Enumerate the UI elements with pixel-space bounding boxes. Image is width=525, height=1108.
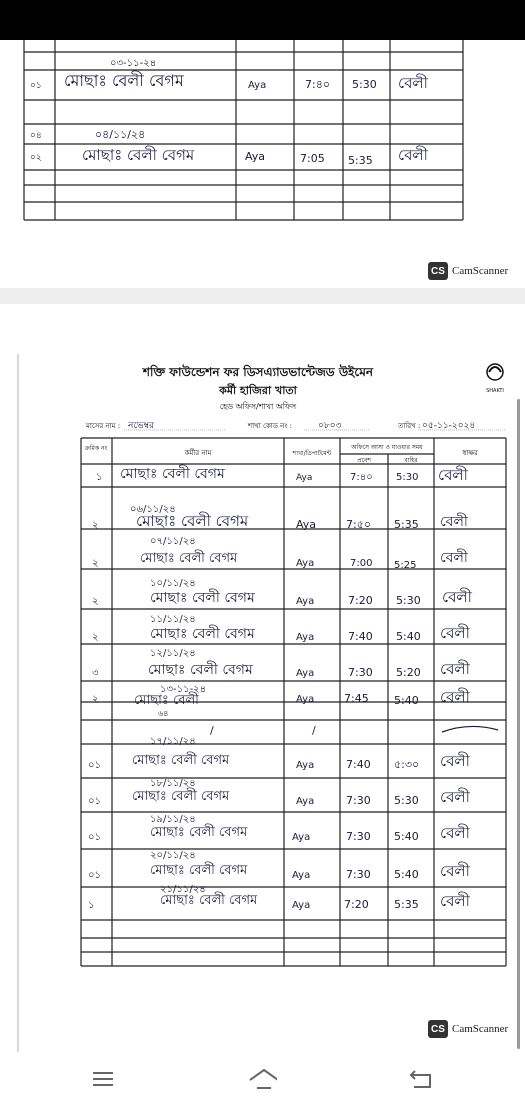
row-serial: ১ <box>96 472 103 483</box>
row-name: মোছাঃ বেলী বেগম <box>150 626 255 642</box>
row-name: মোছাঃ বেলী বেগম <box>150 590 255 606</box>
row-desig: Aya <box>292 870 311 881</box>
month-label: মাসের নাম : <box>86 422 121 430</box>
menu-icon <box>90 1069 116 1089</box>
register-title: কর্মী হাজিরা খাতা <box>219 384 297 397</box>
table-row <box>88 814 471 843</box>
table-row <box>96 465 469 484</box>
table-row <box>88 850 471 881</box>
branch-code-value: ০৮০৩ <box>318 421 342 431</box>
row-desig: Aya <box>296 518 317 531</box>
row-in: 7:৫০ <box>346 518 371 531</box>
row-out: 5:35 <box>394 518 419 531</box>
table-row <box>92 504 469 531</box>
row-date: ২০/১১/২৪ <box>150 850 196 861</box>
p1-row1-sign: বেলী <box>398 74 428 92</box>
row-name: মোছাঃ বেলী বেগম <box>148 662 253 678</box>
row-in: 7:30 <box>346 794 371 807</box>
home-icon <box>247 1066 277 1092</box>
row-date: ০৭/১১/২৪ <box>150 536 196 547</box>
row-sign: বেলী <box>442 588 472 606</box>
row-out: 5:30 <box>396 472 419 483</box>
camscanner-logo: CS <box>428 262 448 280</box>
camscanner-badge-1 <box>428 262 508 280</box>
p1-row2-date: ০৪/১১/২৪ <box>95 128 146 141</box>
row-desig: Aya <box>296 694 315 705</box>
row-in: 7:30 <box>346 830 371 843</box>
row-out: 5:25 <box>394 560 417 571</box>
row-in: 7:30 <box>346 868 371 881</box>
p1-row1-out: 5:30 <box>352 78 377 91</box>
row-name: মোছাঃ বেলী বেগম <box>140 551 238 566</box>
header-signature: স্বাক্ষর <box>462 449 478 457</box>
header-time-group: অফিসে আসা ও যাওয়ার সময় <box>351 444 423 451</box>
p1-row1-date: ০৩-১১-২৪ <box>110 58 157 69</box>
row-sign: বেলী <box>440 660 470 678</box>
p1-row1-desig: Aya <box>248 80 267 91</box>
row-desig: Aya <box>296 796 315 807</box>
table-row <box>88 884 471 911</box>
row-name: মোছাঃ বেলী বেগম <box>132 789 230 804</box>
p1-row2-out: 5:35 <box>348 154 373 167</box>
header-branch: শাখা/ডিপার্টমেন্ট <box>292 450 332 457</box>
row-desig: Aya <box>292 832 311 843</box>
row-date: ০৬/১১/২৪ <box>130 504 176 515</box>
org-title: শক্তি ফাউন্ডেশন ফর ডিসএ্যাডভান্টেজড উইমেন <box>142 365 374 379</box>
row-serial: ০১ <box>88 760 101 771</box>
row-name: / <box>210 724 214 737</box>
row-serial: ২ <box>92 694 99 705</box>
row-in: 7:৪০ <box>350 472 373 483</box>
row-date: ৬৪ <box>158 709 169 718</box>
row-name: মোছাঃ বেলী বেগম <box>132 753 230 768</box>
scanned-page-1 <box>0 40 525 288</box>
row-in: 7:20 <box>344 898 369 911</box>
row-name: মোছাঃ বেলী বেগম <box>150 863 248 878</box>
row-name: মোছাঃ বেলী বেগম <box>160 893 258 908</box>
navigation-bar <box>0 1052 525 1108</box>
row-name: মোছাঃ বেলী বেগম <box>136 512 249 530</box>
table-row <box>92 684 471 708</box>
row-sign: বেলী <box>440 550 468 566</box>
row-sign: বেলী <box>440 892 470 910</box>
row-out: 5:40 <box>396 630 421 643</box>
shakti-logo <box>486 364 504 394</box>
row-desig: Aya <box>296 632 315 643</box>
row-serial: ০১ <box>88 870 101 881</box>
row-sign-scribble <box>442 726 498 732</box>
back-button[interactable] <box>406 1066 436 1092</box>
camscanner-badge-2 <box>428 1020 508 1038</box>
row-out: 5:40 <box>394 830 419 843</box>
home-button[interactable] <box>247 1066 277 1092</box>
row-serial: ২ <box>92 632 99 643</box>
row-date: ১৭/১১/২৪ <box>150 736 196 747</box>
row-serial: ০১ <box>88 796 101 807</box>
table-row <box>92 536 469 571</box>
camscanner-text: CamScanner <box>452 1023 509 1035</box>
header-serial: ক্রমিক নং <box>84 445 108 452</box>
date-label: তারিখ : <box>398 422 421 430</box>
row-date: ১৩-১১-২৪ <box>160 684 207 695</box>
p1-row2-serial: ০২ <box>30 153 42 163</box>
row-desig: Aya <box>296 668 315 679</box>
row-desig: Aya <box>296 558 315 569</box>
row-sign: বেলী <box>440 624 470 642</box>
row-sign: বেলী <box>440 688 470 706</box>
p1-row2-name: মোছাঃ বেলী বেগম <box>82 146 195 164</box>
row-out: 5:40 <box>394 694 419 707</box>
row-out: ৫:৩০ <box>394 758 420 771</box>
page2-form <box>0 304 525 1052</box>
scrollbar[interactable] <box>517 399 520 1049</box>
table-row <box>92 648 471 679</box>
row-serial: ২ <box>92 520 99 531</box>
row-out: 5:30 <box>394 794 419 807</box>
table-row <box>88 778 471 807</box>
p1-extra-serial: ০৪ <box>30 131 42 141</box>
page1-table <box>0 40 525 288</box>
p1-row2-sign: বেলী <box>398 146 428 164</box>
row-name: মোছাঃ বেলী বেগম <box>120 466 225 482</box>
scanned-page-2 <box>0 304 525 1052</box>
table-row <box>158 709 498 737</box>
menu-button[interactable] <box>88 1066 118 1092</box>
p1-row1-in: 7:৪০ <box>305 78 330 91</box>
row-serial: ১ <box>88 900 95 911</box>
row-date: ১৯/১১/২৪ <box>150 814 196 825</box>
row-in: 7:30 <box>348 666 373 679</box>
row-sign: বেলী <box>438 466 468 484</box>
row-sign: বেলী <box>440 788 470 806</box>
header-entry: প্রবেশ <box>357 457 371 464</box>
row-out: 5:30 <box>396 594 421 607</box>
header-exit: বাহির <box>404 457 418 464</box>
row-serial: ০১ <box>88 832 101 843</box>
row-out: 5:35 <box>394 898 419 911</box>
table-row <box>88 736 471 771</box>
row-out: 5:40 <box>394 868 419 881</box>
row-desig: Aya <box>296 473 313 483</box>
row-in: 7:45 <box>344 692 369 705</box>
row-in: 7:00 <box>350 558 373 569</box>
p1-row2-desig: Aya <box>245 150 266 163</box>
row-in: 7:40 <box>346 758 371 771</box>
row-serial: ৩ <box>92 668 99 679</box>
date-value: ০৫-১১-২০২৪ <box>422 421 476 431</box>
row-sign: বেলী <box>440 862 470 880</box>
row-sign: বেলী <box>440 752 470 770</box>
table-row <box>92 578 473 607</box>
row-desig: Aya <box>296 760 315 771</box>
logo-text: SHAKTI <box>486 388 504 394</box>
office-line: হেড অফিস/শাখা অফিস <box>219 402 297 411</box>
month-value: নভেম্বর <box>128 421 154 431</box>
table-row <box>92 614 471 643</box>
back-icon <box>407 1067 435 1091</box>
status-bar <box>0 0 525 40</box>
row-in: 7:40 <box>348 630 373 643</box>
row-date: ১১/১১/২৪ <box>150 614 196 625</box>
row-out: 5:20 <box>396 666 421 679</box>
camscanner-logo: CS <box>428 1020 448 1038</box>
row-date: ১৮/১১/২৪ <box>150 778 196 789</box>
row-date: ১০/১১/২৪ <box>150 578 196 589</box>
p1-row1-serial: ০১ <box>30 81 42 91</box>
row-desig: / <box>312 724 316 737</box>
row-sign: বেলী <box>440 514 468 530</box>
p1-row2-in: 7:05 <box>300 152 325 165</box>
row-serial: ২ <box>92 596 99 607</box>
row-date: ২১/১১/২৪ <box>160 884 206 895</box>
row-name: মোছাঃ বেলী বেগম <box>150 825 248 840</box>
row-desig: Aya <box>292 900 311 911</box>
row-sign: বেলী <box>440 824 470 842</box>
row-name: মোছাঃ বেলী <box>134 693 199 708</box>
row-serial: ২ <box>92 558 99 569</box>
p1-row1-name: মোছাঃ বেলী বেগম <box>64 71 184 90</box>
page-separator <box>0 288 525 304</box>
row-desig: Aya <box>296 596 315 607</box>
row-in: 7:20 <box>348 594 373 607</box>
row-date: ১২/১১/২৪ <box>150 648 196 659</box>
branch-code-label: শাখা কোড নং : <box>248 422 292 430</box>
header-name: কর্মীর নাম <box>184 449 212 457</box>
camscanner-text: CamScanner <box>452 265 509 277</box>
